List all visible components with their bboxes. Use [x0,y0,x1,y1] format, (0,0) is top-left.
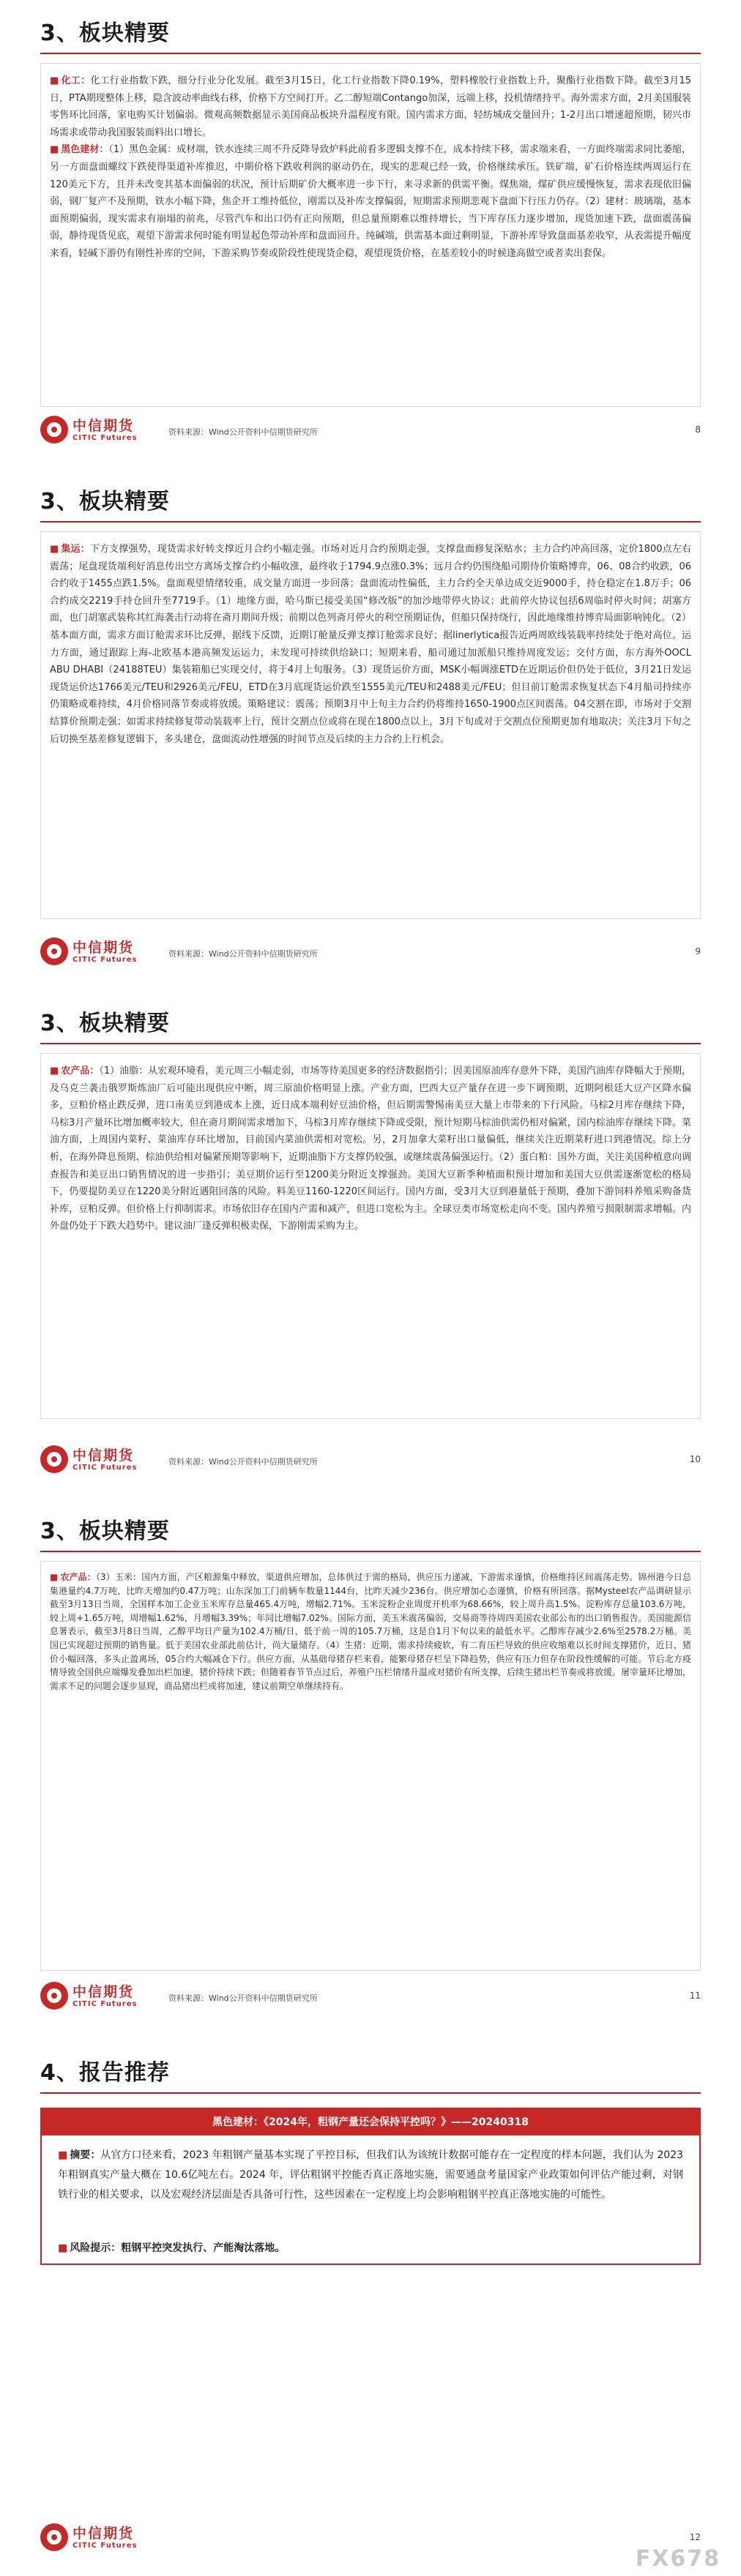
section-title: 4、报告推荐 [40,2060,170,2086]
report-risk [58,2239,683,2257]
paragraph-text: （1）油脂：从宏观环境看，美元周三小幅走弱，市场等待美国更多的经济数据指引；因美国原油库存意外下降，美国汽油库存降幅大于预期，及乌克兰袭击俄罗斯炼油厂后可能出现供应中断，周三原油价格明显上涨。产业方面，巴西大豆产量存在进一步下调预期，近期阿根廷大豆产区降水偏多，豆粕价格止跌反弹，进口南美豆到港成本上涨，近日成本端利好豆油价格，但后期需警惕南美豆大量上市带来的下行风险。马棕2月库存继续下降，马棕3月产量环比增加概率较大，但在斋月期间需求增加下，马棕3月库存继续下降或受限，预计短期马棕油供需仍相对偏紧，国内棕油库存继续下降。菜油方面，上周国内菜籽、菜油库存环比增加，目前国内菜油供需相对宽松。另，2月加拿大菜籽出口量偏低，继续关注近期菜籽进口到港情况。综上分析，在海外降息预期、棕油供给相对偏紧预期等影响下，近期油脂下方支撑仍较强，或继续震荡偏强运行。（2）蛋白粕：国外方面，关注美国种植意向调查报告和美豆出口销售情况的进一步指引；美豆期价运行至1200美分附近支撑强劲。美国大豆新季种植面积预计增加和美国大豆供需逐渐宽松的格局下，仍要提防美豆在1220美分附近遇阻回落的风险。料美豆1160-1220区间运行。国内方面，受3月大豆到港量低于预期，叠加下游饲料养殖采购备货补库，豆粕反弹。但价格上行抑制需求。市场依旧存在国内产需和减产，但进口宽松为主。全球豆类市场宽松走向不变。国内养殖亏损限制需求增幅。内外盘仍处于下跌大趋势中。建议油厂逢反弹积极卖保，下游刚需采购为主。 [50,1066,691,1232]
page-3 [0,990,741,1498]
bullet-icon: ■ [50,1066,59,1077]
paragraph-text: （1）黑色金属：成材端，铁水连续三周不升反降导致炉料此前看多逻辑支撑不在，成本持续下移，需求端来看，一方面终端需求同比萎缩，另一方面盘面螺纹下跌使得渠道补库推迟，中期价格下跌收利润的驱动仍在，现实的悲观已经一致，价格继续承压。铁矿端，矿石价格连续两周运行在120美元下方，且并未改变其基本面偏弱的状况，预计后期矿价大概率进一步下行，来寻求新的供需平衡。煤焦端，煤矿供应缓慢恢复，需求表现依旧偏弱，钢厂复产不及预期，铁水小幅下降，焦企开工维持低位，刚需以及补库支撑偏弱，短期需求预期悲观下盘面下行压力仍存。（2）建材：玻璃端，基本面预期偏弱，现实需求有崩塌的前兆，尽管汽车和出口仍有正向预期，但总量预期难以维持增长，当下库存压力逐步增加，现货加速下跌，盘面震荡偏弱，静待现货见底，观望下游需求何时能有明显起色带动补库和盘面回升。纯碱端，供需基本面过剩明显，下游补库导致盘面基差收窄，从表需提升幅度来看，轻碱下游仍有刚性补库的空间，下游采购节奏或阶段性使现货企稳，观望现货价格，在基差较小的时候逢高做空或者卖出套保。 [50,144,691,259]
content-text [50,541,691,748]
section-title: 3、板块精要 [40,1519,170,1544]
citic-logo [40,1977,157,2014]
content-box [40,531,701,919]
title-divider [40,2092,701,2094]
paragraph-agri-2 [50,1570,691,1693]
paragraph-label: 农产品： [61,1066,100,1077]
page-footer [40,933,701,970]
summary-label: 摘要： [70,2149,101,2161]
section-title: 3、板块精要 [40,20,170,46]
logo-name-en: CITIC Futures [72,1464,138,1472]
logo-name-cn: 中信期货 [72,1984,135,2000]
paragraph-text: 化工行业指数下跌，细分行业分化发展。截至3月15日，化工行业指数下降0.19%，塑料橡胶行业指数上升，聚酯行业指数下降。截至3月15日，PTA期现整体上移，隐含波动率曲线右移，价格下方空间打开。乙二醇短端Contango加深，远端上移，投机情绪持平。海外需求方面，2月美国服装零售环比回落，家电购买计划偏弱。微观高频数据显示美国商品板块升温程度有限。国内需求方面，轻纺城成交量回升；1-2月出口增速超预期，韧兴市场需求或带动我国服装面料出口增长。 [50,75,691,138]
logo-name-en: CITIC Futures [72,2542,138,2550]
summary-text: 从官方口径来看，2023 年粗钢产量基本实现了平控目标，但我们认为该统计数据可能存在一定程度的样本问题，我们认为 2023 年粗钢真实产量大概在 10.6亿吨左右。2024 年，评估粗钢平控能否真正落地实施，需要通盘考量国家产业政策如何评估产能过剩，对钢铁行业的相关要求，以及宏观经济层面是否具备可行性，这些因素在一定程度上均会影响粗钢平控真正落地实施的可能性。 [58,2149,684,2201]
report-header[interactable]: 黑色建材：《2024年，粗钢产量还会保持平控吗？》——20240318 [42,2109,699,2135]
content-box [40,1561,701,1971]
title-divider [40,1551,701,1552]
logo-name-cn: 中信期货 [72,418,135,434]
page-footer [40,1441,701,1478]
content-text [50,1063,691,1235]
page-footer [40,1977,701,2014]
citic-logo-icon [40,937,68,965]
paragraph-chemical [50,72,691,141]
paragraph-text: 下方支撑强势，现货需求好转支撑近月合约小幅走强。市场对近月合约预期走强，支撑盘面修复深贴水；主力合约冲高回落，定价1800点左右震荡；尾盘现货端利好消息传出空方离场支撑合约小幅收涨，最终收于1794.9点涨0.3%；远月合约仍围绕船司期待价策略博弈，06、08合约收跌，06合约收于1455点跌1.5%。盘面观望情绪较重，成交量方面进一步回落；盘面流动性偏低，主力合约全天单边成交近9000手，持仓稳定在1.8万手；06合约成交2219手持仓回升至7719手。（1）地缘方面，哈马斯已接受美国“修改版”的加沙地带停火协议；此前停火协议包括6周临时停火时间；胡塞方面，也门胡塞武装称其红海袭击行动将在斋月期间升级；前期以色列斋月停火的利空预期证伪，但船只保持绕行，因此地缘维持博弈局面影响钝化。（2）基本面方面，需求方面订舱需求环比反弹，据线下反馈，近期订舱量反弹支撑订舱需求良好；据linerlytica报告近两周欧线装载率持续处于绝对高位。运力方面，通过跟踪上海-北欧基本港高频发运运力，未发现可持续供给缺口；短期来看，船司通过加派船只维持周度发运；交付方面，东方海外OOCL ABU DHABI（24188TEU）集装箱船已实现交付，将于4月上旬服务。（3）现货运价方面，MSK小幅调涨ETD在近期运价但仍处于低位，3月21日发运现货运价达1766美元/TEU和2926美元/FEU，ETD在3月底现货运价跌至1555美元/TEU和2488美元/FEU；但目前订舱需求恢复状态下4月船司持续亦仍策略或难持续，4月价格同落节奏或将放缓。策略建议：震荡；预期3月中上旬主力合约仍将维持1650-1900点区间震荡。04交割在即，市场对于交割结算价预期走强；如需求持续修复带动装载率上行，预计交割点位或将在现在1800点以上，3月下旬或对于交割点位预期更加有地取决；关注3月下旬之后切换至基差修复逻辑下，多头建仓，盘面流动性增强的时间节点及后续的主力合约上行机会。 [50,544,691,745]
bullet-icon: ■ [58,2242,68,2254]
source-note: 资料来源：Wind公开资料中信期货研究所 [168,949,318,959]
paragraph-label: 集运： [61,544,90,555]
paragraph-label: 化工： [61,75,91,86]
page-number: 9 [695,946,701,956]
page-2 [0,468,741,990]
source-note: 资料来源：Wind公开资料中信期货研究所 [168,1457,318,1467]
bullet-icon: ■ [50,144,59,156]
logo-name-cn: 中信期货 [72,2526,135,2542]
source-note: 资料来源：Wind公开资料中信期货研究所 [168,1993,318,2003]
content-text [50,1570,691,1693]
logo-name-en: CITIC Futures [72,956,138,964]
report-summary [58,2146,683,2205]
content-box [40,63,701,407]
citic-logo [40,933,157,970]
title-divider [40,53,701,54]
citic-logo [40,1441,157,1478]
report-card [40,2108,701,2265]
section-title: 3、板块精要 [40,489,170,514]
bullet-icon: ■ [58,2149,68,2161]
paragraph-text: （3）玉米：国内方面，产区粮源集中释放，渠道供应增加，总体供过于需的格局，供应压力递减，下游需求谨慎，价格维持区间震荡走势。锦州港今日总集港量约4.7万吨，比昨天增加约0.47万吨；山东深加工门前辆车数量1144台，比昨天减少236台。供应增加心态谨慎，价格有所回落。据Mysteel农产品调研显示截至3月13日当周，全国样本加工企业玉米库存总量465.4万吨，增幅2.71%。玉米淀粉企业周度开机率为68.66%，较上周升高1.5%。淀粉库存总量103.6万吨，较上周+1.65万吨，周增幅1.62%，月增幅3.39%；年同比增幅7.02%。国际方面，美玉米震荡偏弱，交易商等待周四美国农业部公布的出口销售报告。美国能源信息署表示，截至3月8日当周，乙醇平均日产量为102.4万桶/日，低于前一周的105.7万桶，这是自1月下旬以来的最低水平。乙醇库存减少2.6%至2578.2万桶。美国已实现超过预期的销售量。低于美国农业部此前估计，尚大量储存。（4）生猪：近期，需求持续疲软，有二育压栏导致的供应收缩难以长时间支撑猪价，近日，猪价小幅回落，多头止盈离场，05合约大幅减仓下行。供应方面，从基础母猪存栏来看，能繁母猪存栏呈下降趋势，供应有压力但存在阶段性缓解的可能。节后北方疫情导致全国供应端爆发叠加出栏加速，猪价持续下跌；但随着春节节点过后，养殖户压栏情绪升温或对猪价有所支撑，后续生猪出栏节奏或将放缓。屠宰量环比增加，需求不足的问题会逐步显现，商品猪出栏或将加速，建议前期空单继续持有。 [50,1572,692,1691]
logo-name-en: CITIC Futures [72,2000,138,2008]
page-footer [40,411,701,448]
citic-logo [40,411,157,448]
citic-logo-icon [40,416,68,443]
page-number: 11 [689,1991,701,2001]
logo-name-cn: 中信期货 [72,940,135,956]
paragraph-label: 农产品： [60,1572,96,1582]
page-1 [0,0,741,468]
source-note: 资料来源：Wind公开资料中信期货研究所 [168,427,318,437]
citic-logo-icon [40,1982,68,2010]
page-footer [40,2519,701,2556]
watermark: FX678 [635,2546,720,2572]
citic-logo-icon [40,1445,68,1473]
bullet-icon: ■ [50,1572,59,1582]
page-number: 8 [695,424,701,435]
page-5 [0,2034,741,2576]
page-4 [0,1498,741,2034]
paragraph-shipping [50,541,691,748]
paragraph-agri [50,1063,691,1235]
section-title: 3、板块精要 [40,1011,170,1036]
page-number: 10 [689,1454,701,1464]
title-divider [40,1043,701,1044]
citic-logo [40,2519,157,2556]
logo-name-en: CITIC Futures [72,434,138,442]
citic-logo-icon [40,2523,68,2551]
risk-text: 粗钢平控突发执行、产能淘汰落地。 [121,2242,286,2254]
title-divider [40,521,701,523]
content-text [50,72,691,263]
logo-name-cn: 中信期货 [72,1448,135,1464]
bullet-icon: ■ [50,544,59,555]
content-box [40,1053,701,1419]
paragraph-label: 黑色建材： [61,144,109,156]
bullet-icon: ■ [50,75,59,86]
paragraph-ferrous [50,141,691,262]
page-number: 12 [689,2532,701,2542]
risk-label: 风险提示： [70,2242,122,2254]
